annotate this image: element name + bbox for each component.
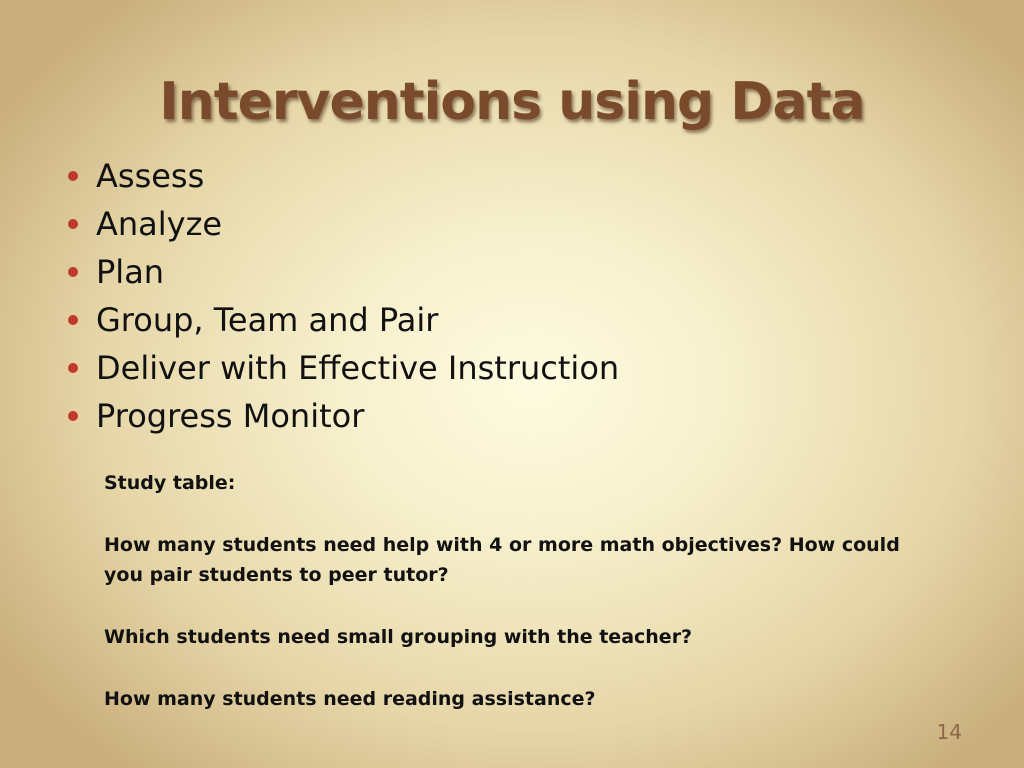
bullet-text: Assess — [96, 157, 205, 195]
bullet-item-assess — [68, 152, 619, 200]
study-question: How many students need reading assistance? — [104, 688, 596, 710]
bullet-dot-icon — [68, 363, 78, 373]
bullet-item-deliver — [68, 344, 619, 392]
study-table-text — [104, 468, 944, 714]
bullet-item-plan — [68, 248, 619, 296]
bullet-text: Deliver with Effective Instruction — [96, 349, 620, 387]
bullet-item-analyze — [68, 200, 619, 248]
bullet-text: Analyze — [96, 205, 223, 243]
bullet-text: Group, Team and Pair — [96, 301, 439, 339]
study-question: Which students need small grouping with the teacher? — [104, 626, 693, 648]
bullet-list — [68, 152, 619, 440]
bullet-item-group — [68, 296, 619, 344]
bullet-dot-icon — [68, 171, 78, 181]
bullet-dot-icon — [68, 219, 78, 229]
bullet-dot-icon — [68, 315, 78, 325]
bullet-text: Plan — [96, 253, 165, 291]
study-heading: Study table: — [104, 472, 236, 494]
bullet-item-progress-monitor — [68, 392, 619, 440]
bullet-dot-icon — [68, 267, 78, 277]
study-question: How many students need help with 4 or more math objectives? How could you pair students to peer tutor? — [104, 534, 900, 586]
page-number: 14 — [936, 720, 962, 744]
bullet-dot-icon — [68, 411, 78, 421]
slide-title: Interventions using Data — [159, 72, 865, 132]
bullet-text: Progress Monitor — [96, 397, 365, 435]
